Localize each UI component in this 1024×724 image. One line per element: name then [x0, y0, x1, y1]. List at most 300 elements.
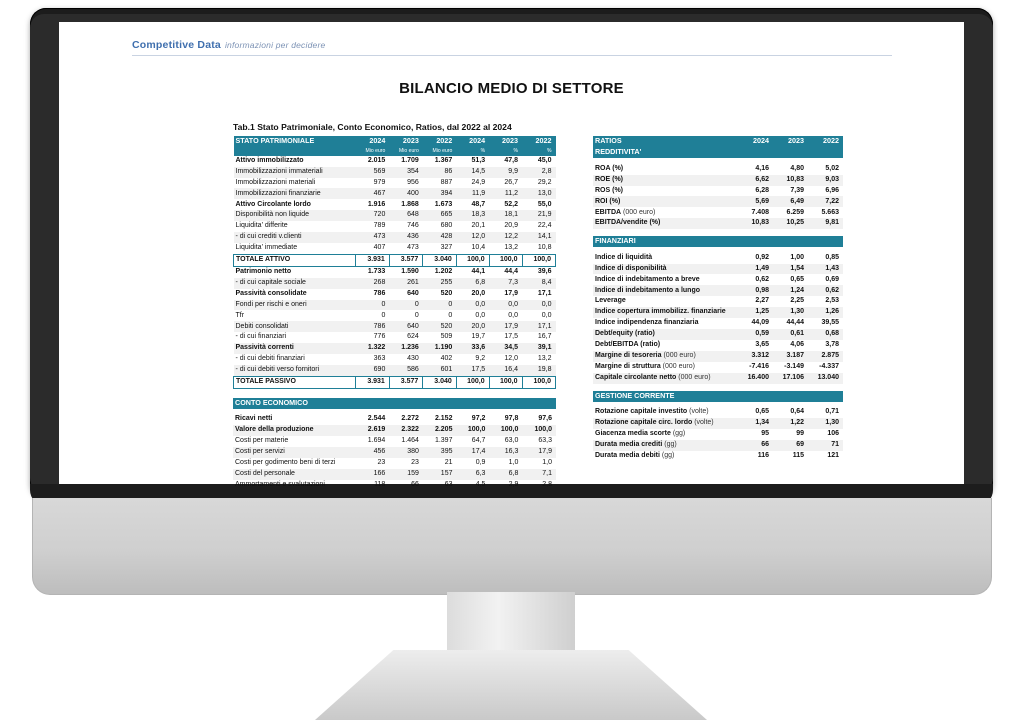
row-value: 21,9 [522, 210, 556, 221]
row-value: 6,3 [456, 469, 489, 480]
row-value: 3.040 [423, 376, 456, 388]
row-value: 100,0 [456, 376, 489, 388]
row-label: Indice copertura immobilizz. finanziarie [593, 307, 738, 318]
row-value: 2,8 [522, 167, 556, 178]
row-label: Durata media debiti (gg) [595, 451, 675, 459]
table-row [593, 196, 843, 207]
row-label: Rotazione capitale investito (volte) [595, 408, 709, 416]
row-value: 520 [423, 321, 456, 332]
year-header-cell: 2023 [489, 136, 522, 147]
row-value: 569 [356, 167, 389, 178]
row-label: Indice di disponibilità [593, 264, 738, 275]
row-value: 100,0 [489, 425, 522, 436]
row-unit: (000 euro) [660, 362, 695, 370]
row-value: 16,4 [489, 365, 522, 376]
row-value: 29,2 [537, 178, 552, 186]
row-value: 473 [407, 244, 419, 252]
row-value: 2,9 [508, 480, 519, 488]
row-value: 16.400 [738, 373, 773, 384]
table-row [233, 458, 556, 469]
table-row [233, 469, 556, 480]
table-row [234, 365, 556, 376]
row-value: 0,0 [508, 311, 518, 319]
row-value: 0,59 [738, 329, 773, 340]
row-value: 0,9 [475, 459, 486, 467]
row-value: 159 [389, 469, 423, 480]
table-row [593, 407, 843, 418]
row-value: 3.931 [356, 376, 389, 388]
table-row [234, 178, 556, 189]
table-row [234, 332, 556, 343]
row-unit: (000 euro) [676, 373, 711, 381]
row-value: 1.397 [434, 437, 453, 445]
row-value: 99 [796, 430, 804, 438]
row-value: 14,1 [522, 232, 556, 243]
table-row [234, 354, 556, 365]
row-value: 1,30 [808, 418, 843, 429]
table-row [593, 451, 843, 462]
row-label: Durata media crediti (gg) [593, 440, 738, 451]
table-row [593, 373, 843, 384]
row-value: 2,25 [790, 297, 804, 305]
table-title-cell: STATO PATRIMONIALE [234, 136, 356, 147]
row-value: 261 [389, 278, 422, 289]
row-value: 6,49 [773, 196, 808, 207]
row-value: 2.015 [367, 156, 386, 164]
left-column [233, 136, 556, 491]
row-label: Attivo immobilizzato [235, 156, 304, 164]
monitor-screen [59, 22, 964, 488]
row-value: 24,9 [471, 178, 486, 186]
header-divider [132, 55, 892, 56]
table-row [593, 307, 843, 318]
table-row [234, 167, 556, 178]
row-value: 20,1 [471, 222, 486, 230]
row-label: ROI (%) [593, 196, 738, 207]
row-value: 39,55 [821, 319, 839, 327]
row-value: 26,7 [504, 178, 518, 186]
unit-cell: % [522, 147, 556, 156]
row-unit: (gg) [659, 451, 675, 459]
row-value: 6,28 [755, 186, 769, 194]
row-value: 12,2 [489, 232, 522, 243]
row-value: 1.190 [423, 343, 456, 354]
row-value: 6,62 [738, 175, 773, 186]
row-value: 0,69 [825, 275, 839, 283]
row-value: 956 [407, 178, 419, 186]
row-value: 17,9 [522, 447, 556, 458]
table-row [593, 253, 843, 264]
row-value: 0,61 [773, 329, 808, 340]
table-row [234, 254, 556, 266]
table-title-cell: CONTO ECONOMICO [233, 398, 356, 409]
table-row [234, 210, 556, 221]
row-label: Margine di tesoreria (000 euro) [593, 351, 738, 362]
row-value: 430 [407, 355, 419, 363]
year-header-cell: 2022 [423, 136, 456, 147]
row-value: 100,0 [522, 425, 556, 436]
row-value: 0,62 [808, 285, 843, 296]
row-label: Debt/equity (ratio) [593, 329, 738, 340]
row-value: 0 [423, 300, 456, 311]
row-value: 106 [827, 430, 839, 438]
table-row [234, 343, 556, 354]
row-value: 354 [389, 167, 422, 178]
row-value: 10,83 [773, 175, 808, 186]
row-value: 520 [440, 289, 453, 297]
row-value: 10,4 [471, 244, 486, 252]
row-value: 380 [389, 447, 423, 458]
year-header-cell: 2022 [522, 136, 556, 147]
table-row [234, 300, 556, 311]
row-value: 0,0 [456, 300, 489, 311]
stato-patrimoniale-table [233, 136, 556, 389]
table-row [593, 329, 843, 340]
conto-economico-table [233, 398, 556, 491]
row-value: 13,0 [522, 188, 556, 199]
row-value: 2.152 [434, 415, 453, 423]
year-header-cell: 2023 [389, 136, 422, 147]
row-value: 17,1 [522, 321, 556, 332]
table-row [234, 221, 556, 232]
unit-cell: Mio euro [356, 147, 389, 156]
row-value: 17,9 [489, 321, 522, 332]
table-row [593, 285, 843, 296]
row-value: 509 [440, 333, 453, 341]
row-value: 16,3 [489, 447, 522, 458]
row-label: Disponibilità non liquide [234, 210, 356, 221]
row-value: 4,06 [790, 341, 804, 349]
row-label: - di cui finanziari [235, 333, 287, 341]
table-row [233, 447, 556, 458]
row-value: 1,43 [808, 264, 843, 275]
row-label: Indice di indebitamento a breve [595, 275, 700, 283]
row-value: 18,3 [456, 210, 489, 221]
table-header-row [233, 398, 556, 409]
row-value: 1.709 [401, 156, 419, 164]
row-value: 10,83 [738, 218, 773, 229]
section-title-cell: GESTIONE CORRENTE [593, 391, 738, 402]
row-value: 0 [381, 311, 386, 319]
row-value: 97,8 [504, 415, 519, 423]
row-value: 7,1 [522, 469, 556, 480]
row-value: 887 [440, 178, 453, 186]
row-value: 14,5 [456, 167, 489, 178]
row-value: 0,62 [755, 275, 769, 283]
row-value: 47,8 [504, 156, 518, 164]
row-label: Ricavi netti [235, 415, 273, 423]
section-header-row [593, 236, 843, 247]
row-value: 3.040 [423, 254, 456, 266]
row-label: Attivo Circolante lordo [235, 200, 311, 208]
row-value: 7,22 [808, 196, 843, 207]
row-value: 690 [356, 365, 389, 376]
row-value: 0,98 [738, 285, 773, 296]
row-value: 3.577 [389, 254, 422, 266]
row-value: 34,5 [489, 343, 522, 354]
row-value: 456 [356, 447, 390, 458]
row-label: Costi per materie [235, 437, 289, 445]
row-label: Ammortamenti e svalutazioni [235, 480, 325, 488]
row-value: 44,09 [751, 319, 769, 327]
row-value: 640 [407, 289, 419, 297]
table-header-row [234, 136, 556, 147]
table-row [593, 164, 843, 175]
row-value: 39,6 [537, 267, 552, 275]
row-value: 17,9 [504, 289, 518, 297]
row-value: 12,0 [504, 355, 518, 363]
row-value: 8,4 [522, 278, 556, 289]
row-value: 1.590 [401, 267, 419, 275]
row-label: ROA (%) [595, 164, 624, 172]
table-row [593, 218, 843, 229]
row-label: - di cui debiti verso fornitori [234, 365, 356, 376]
row-value: -7.416 [749, 362, 769, 370]
row-value: 0 [448, 311, 453, 319]
row-value: 0,0 [541, 311, 552, 319]
row-value: 2,8 [542, 480, 552, 488]
row-value: 2.322 [389, 425, 423, 436]
section-header-row [593, 147, 843, 158]
row-value: 3.312 [738, 351, 773, 362]
row-value: 21 [444, 459, 453, 467]
row-value: 2.544 [367, 415, 386, 423]
section-title-cell: FINANZIARI [593, 236, 738, 247]
row-value: 1,24 [773, 285, 808, 296]
row-value: 66 [738, 440, 773, 451]
row-value: 1,0 [508, 459, 519, 467]
row-value: 7,3 [489, 278, 522, 289]
row-unit: (gg) [670, 430, 686, 438]
row-value: 402 [440, 355, 453, 363]
row-value: 0,92 [755, 253, 769, 261]
table-header-row [593, 136, 843, 147]
row-value: 776 [373, 333, 386, 341]
row-value: 2,53 [825, 297, 839, 305]
table-row [234, 278, 556, 289]
row-value: 97,2 [471, 415, 486, 423]
spacer-row [593, 384, 843, 391]
row-value: 12,0 [456, 232, 489, 243]
table-row [233, 480, 556, 491]
row-value: 10,25 [773, 218, 808, 229]
row-label: Passività consolidate [235, 289, 307, 297]
row-label: Giacenza media scorte (gg) [595, 430, 686, 438]
row-label: Immobilizzazioni finanziarie [234, 188, 356, 199]
row-value: 51,3 [471, 156, 486, 164]
row-value: 19,8 [522, 365, 556, 376]
row-value: 13.040 [808, 373, 843, 384]
unit-cell: Mio euro [423, 147, 456, 156]
row-value: 1,49 [738, 264, 773, 275]
row-value: 100,0 [456, 254, 489, 266]
row-value: 22,4 [537, 222, 552, 230]
row-value: 0,68 [808, 329, 843, 340]
row-value: 5,69 [738, 196, 773, 207]
row-value: 1,34 [738, 418, 773, 429]
row-value: 4,80 [790, 164, 804, 172]
spacer-row [593, 229, 843, 236]
row-value: 118 [374, 480, 386, 488]
row-value: 6,8 [456, 278, 489, 289]
row-value: 0,65 [755, 408, 769, 416]
row-value: 100,0 [489, 254, 522, 266]
table-row [234, 199, 556, 210]
row-value: 100,0 [522, 254, 556, 266]
row-label: - di cui debiti finanziari [235, 355, 305, 363]
row-value: 1.202 [434, 267, 453, 275]
row-value: 121 [827, 451, 839, 459]
row-value: 1,54 [773, 264, 808, 275]
row-label: Liquidita' immediate [235, 244, 298, 252]
row-label: Fondi per rischi e oneri [234, 300, 356, 311]
row-unit: (000 euro) [661, 352, 696, 359]
row-label: ROE (%) [593, 175, 738, 186]
row-value: 20,0 [456, 321, 489, 332]
row-value: 9,9 [489, 167, 522, 178]
row-value: 9,03 [808, 175, 843, 186]
row-value: 44,44 [786, 319, 804, 327]
monitor-stand-base [315, 650, 707, 720]
row-value: 0,0 [475, 311, 486, 319]
row-value: 6,96 [825, 186, 839, 194]
row-value: 6,8 [489, 469, 522, 480]
row-value: 268 [356, 278, 389, 289]
table-row [234, 232, 556, 243]
row-value: 17,1 [537, 289, 552, 297]
row-value: 786 [373, 289, 386, 297]
table-row [234, 156, 556, 167]
row-value: 13,2 [504, 244, 518, 252]
row-label: Costi per servizi [233, 447, 356, 458]
row-label: Valore della produzione [233, 425, 356, 436]
row-value: 1.694 [367, 437, 386, 445]
row-value: 100,0 [489, 376, 522, 388]
row-value: 16,7 [537, 333, 552, 341]
row-value: 1.236 [389, 343, 422, 354]
row-label: Tfr [235, 311, 245, 319]
row-value: 63,0 [504, 437, 519, 445]
row-value: 2.272 [401, 415, 419, 423]
row-label: Indice indipendenza finanziaria [595, 319, 699, 327]
row-label: Leverage [595, 297, 626, 305]
table-caption: Tab.1 Stato Patrimoniale, Conto Economico, Ratios, dal 2022 al 2024 [233, 122, 512, 132]
table-row [593, 296, 843, 307]
row-label: TOTALE PASSIVO [234, 376, 356, 388]
row-value: -4.337 [819, 362, 839, 370]
row-value: 1,0 [542, 459, 552, 467]
monitor-stand-column [447, 592, 575, 654]
row-value: 436 [389, 232, 422, 243]
row-value: 115 [792, 451, 804, 459]
table-row [593, 318, 843, 329]
brand-name: Competitive Data [132, 39, 221, 51]
table-row [593, 175, 843, 186]
row-value: 428 [423, 232, 456, 243]
brand-logo [132, 39, 325, 51]
row-value: 407 [373, 244, 386, 252]
row-value: 44,1 [471, 267, 486, 275]
row-value: 4,5 [475, 480, 486, 488]
table-row [593, 340, 843, 351]
brand-tagline: informazioni per decidere [224, 40, 326, 50]
table-row [593, 207, 843, 218]
row-value: 63,3 [538, 437, 552, 445]
row-value: 17,5 [504, 333, 518, 341]
year-header-cell: 2024 [738, 136, 773, 147]
row-value: 20,0 [471, 289, 486, 297]
row-value: 720 [356, 210, 389, 221]
row-label: Immobilizzazioni immateriali [234, 167, 356, 178]
row-value: 52,2 [504, 200, 518, 208]
row-value: 2.205 [423, 425, 457, 436]
row-value: 11,9 [456, 188, 489, 199]
document-page [59, 22, 964, 488]
row-value: 157 [423, 469, 457, 480]
year-header-cell: 2023 [773, 136, 808, 147]
row-value: 2,27 [755, 297, 769, 305]
row-value: 11,2 [489, 188, 522, 199]
row-label: Costi del personale [233, 469, 356, 480]
row-unit: (gg) [662, 440, 677, 448]
row-value: 400 [389, 188, 422, 199]
row-label: ROS (%) [595, 186, 623, 194]
row-value: -3.149 [784, 362, 804, 370]
row-value: 3.931 [356, 254, 389, 266]
row-value: 116 [757, 451, 769, 459]
row-label: EBITDA/vendite (%) [593, 218, 738, 229]
table-row [593, 274, 843, 285]
section-gap [233, 389, 556, 398]
row-value: 0,64 [790, 408, 804, 416]
row-value: 1.916 [367, 200, 386, 208]
row-value: 0 [389, 300, 422, 311]
row-label: Costi per godimento beni di terzi [235, 459, 336, 467]
row-value: 7.408 [751, 208, 769, 216]
table-row [234, 243, 556, 254]
row-value: 6.259 [786, 208, 804, 216]
row-unit: (000 euro) [621, 208, 656, 216]
row-label: - di cui capitale sociale [234, 278, 356, 289]
table-row [593, 264, 843, 275]
row-value: 33,6 [456, 343, 489, 354]
row-value: 17,5 [456, 365, 489, 376]
row-label: Debt/EBITDA (ratio) [595, 341, 661, 349]
section-title-cell: REDDITIVITA' [593, 147, 738, 158]
row-label: EBITDA (000 euro) [595, 208, 656, 216]
row-label: - di cui crediti v.clienti [234, 232, 356, 243]
row-value: 255 [423, 278, 456, 289]
row-label: Margine di struttura (000 euro) [595, 362, 695, 370]
row-value: 66 [411, 480, 419, 488]
row-value: 3.577 [389, 376, 422, 388]
table-row [593, 351, 843, 362]
row-value: 5.663 [821, 208, 839, 216]
row-value: 3.187 [773, 351, 808, 362]
row-value: 45,0 [537, 156, 552, 164]
table-title-cell: RATIOS [593, 136, 738, 147]
year-header-cell: 2022 [808, 136, 843, 147]
table-row [234, 188, 556, 199]
row-value: 39,1 [522, 343, 556, 354]
row-value: 586 [389, 365, 422, 376]
row-value: 0,65 [790, 275, 804, 283]
row-value: 0,0 [522, 300, 556, 311]
row-value: 71 [808, 440, 843, 451]
row-value: 395 [423, 447, 457, 458]
row-value: 17,4 [456, 447, 489, 458]
row-value: 640 [389, 321, 422, 332]
